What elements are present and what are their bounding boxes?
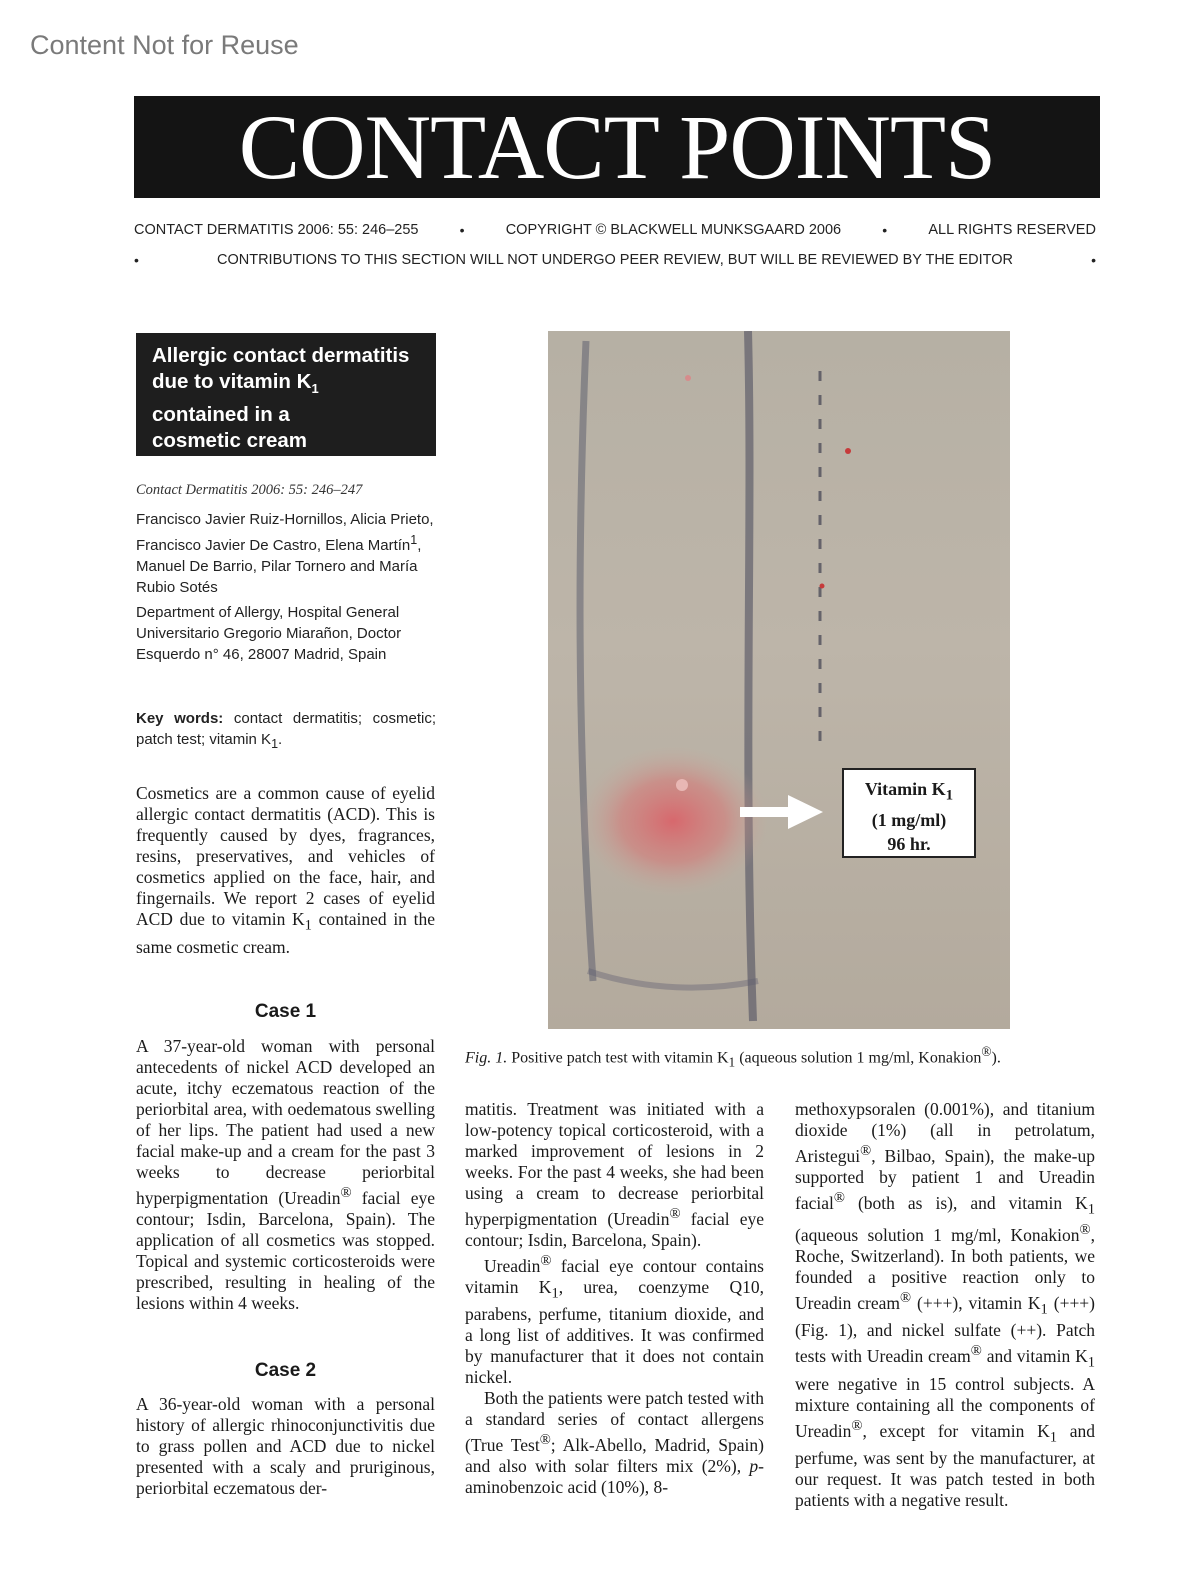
patch-test-photo [548,331,1010,1029]
keywords: Key words: contact dermatitis; cosmetic; patch test; vitamin $K_1$. [136,710,436,751]
case1-heading: Case 1 [254,1001,317,1022]
journal-meta-line [134,222,1096,238]
case2-heading: Case 2 [254,1360,317,1381]
figure-caption: Fig. 1. Positive patch test with vitamin $K_1$ (aqueous solution 1 mg/ml, Konakion®). [465,1044,1001,1070]
bullet: • [1091,252,1096,268]
copyright-notice: COPYRIGHT © BLACKWELL MUNKSGAARD 2006 [505,222,842,238]
affiliation: Department of Allergy, Hospital General Universitario Gregorio Miarañon, Doctor Esquerdo n° 46, 28007 Madrid, Spain [136,604,402,663]
column-2-text [465,1099,764,1498]
bullet: • [459,222,465,238]
lesion-mark [578,746,768,896]
skin-photo-illustration [548,331,1010,1029]
paragraph: matitis. Treatment was initiated with a low-potency topical corticosteroid, with a marked improvement of lesions in 2 weeks. For the past 4 weeks, she had been using a cream to decrease periorbital hyperpigmentation (Ureadin® facial eye contour; Isdin, Barcelona, Spain). [465,1099,764,1250]
banner-title: CONTACT POINTS [238,96,996,198]
paragraph: Ureadin® facial eye contour contains vitamin $K_1$, urea, coenzyme Q10, parabens, perfume, titanium dioxide, and a long list of additives. It was confirmed by manufacturer that it does not contain nickel. [465,1252,765,1388]
review-notice-line [134,252,1096,268]
column-3-text [795,1099,1095,1511]
case1-paragraph: A 37-year-old woman with personal antecedents of nickel ACD developed an acute, itchy eczematous reaction of the periorbital area, with oedematous swelling of her lips. The patient had used a new facial make-up and a cream for the past 3 weeks to decrease periorbital hyperpigmentation (Ureadin® facial eye contour; Isdin, Barcelona, Spain). The application of all cosmetics was stopped. Topical and systemic corticosteroids were prescribed, resulting in healing of the lesions within 4 weeks. [136,1036,435,1313]
intro-paragraph: Cosmetics are a common cause of eyelid allergic contact dermatitis (ACD). This is frequently caused by dyes, fragrances, resins, preservatives, and vehicles of cosmetics applied on the face, hair, and fingernails. We report 2 cases of eyelid ACD due to vitamin $K_1$ contained in the same cosmetic cream. [136,783,435,957]
journal-citation: CONTACT DERMATITIS 2006: 55: 246–255 [134,222,419,238]
article-title-box [136,333,436,456]
section-banner [134,96,1100,198]
paragraph: methoxypsoralen (0.001%), and titanium dioxide (1%) (all in petrolatum, Aristegui®, Bilbao, Spain), the make-up supported by patient 1 and Ureadin facial® (both as is), and vitamin $K_1$ (aqueous solution 1 mg/ml, Konakion®, Roche, Switzerland). In both patients, we founded a positive reaction only to Ureadin cream® (+++), vitamin $K_1$ (+++) (Fig. 1), and nickel sulfate (++). Patch tests with Ureadin cream® and vitamin $K_1$ were negative in 15 control subjects. A mixture containing all the components of Ureadin®, except for vitamin $K_1$ and perfume, was sent by the manufacturer, at our request. It was patch tested in both patients with a negative result. [795,1099,1096,1510]
bullet: • [882,222,888,238]
article-citation: Contact Dermatitis 2006: 55: 246–247 [136,482,363,498]
case2-paragraph: A 36-year-old woman with a personal history of allergic rhinoconjunctivitis due to grass pollen and ACD due to nickel presented with a scaly and pruriginous, periorbital eczematous der- [136,1394,435,1498]
rights-notice: ALL RIGHTS RESERVED [928,222,1096,238]
article-title: Allergic contact dermatitis due to vitamin $K_1$ contained in a cosmetic cream [152,344,410,453]
photo-label: Vitamin $K_1$ (1 mg/ml) 96 hr. [842,768,976,858]
review-notice: CONTRIBUTIONS TO THIS SECTION WILL NOT UNDERGO PEER REVIEW, BUT WILL BE REVIEWED BY THE EDITOR [216,252,1014,268]
paragraph: Both the patients were patch tested with a standard series of contact allergens (True Test®; Alk-Abello, Madrid, Spain) and also with solar filters mix (2%), p-aminobenzoic acid (10%), 8- [465,1388,764,1497]
watermark: Content Not for Reuse [30,30,299,60]
author-list: Francisco Javier Ruiz-Hornillos, Alicia Prieto, Francisco Javier De Castro, Elena Martín$^1$, Manuel De Barrio, Pilar Tornero and María Rubio Sotés [136,511,434,596]
bullet: • [134,252,139,268]
